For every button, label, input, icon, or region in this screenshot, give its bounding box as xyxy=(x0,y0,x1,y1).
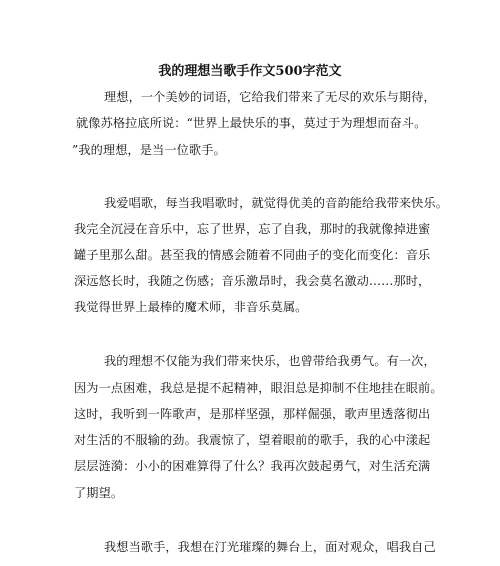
paragraph-3-line-6: 了期望。 xyxy=(74,486,124,500)
paragraph-3-line-4: 对生活的不服输的劲。我震惊了，望着眼前的歌手，我的心中漾起 xyxy=(74,433,431,447)
paragraph-4-line-1: 我想当歌手，我想在汀光璀璨的舞台上，面对观众，唱我自己 xyxy=(104,540,436,554)
paragraph-1-line-3: ”我的理想，是当一位歌手。 xyxy=(72,143,226,157)
paragraph-1-line-1: 理想，一个美妙的词语，它给我们带来了无尽的欢乐与期待， xyxy=(104,90,436,104)
paragraph-3-line-3: 这时，我听到一阵歌声，是那样坚强，那样倔强，歌声里透落彻出 xyxy=(74,407,431,421)
paragraph-3-line-5: 层层涟漪：小小的困难算得了什么？我再次鼓起勇气，对生活充满 xyxy=(74,459,431,473)
paragraph-2-line-3: 罐子里那么甜。甚至我的情感会随着不同曲子的变化而变化：音乐 xyxy=(74,248,431,262)
paragraph-3-line-2: 因为一点困难，我总是提不起精神，眼泪总是抑制不住地挂在眼前。 xyxy=(74,381,443,395)
paragraph-2-line-5: 我觉得世界上最棒的魔术师，非音乐莫属。 xyxy=(74,300,308,314)
paragraph-2-line-2: 我完全沉浸在音乐中，忘了世界，忘了自我，那时的我就像掉进蜜 xyxy=(74,222,431,236)
paragraph-2-line-4: 深远悠长时，我随之伤感；音乐激昂时，我会莫名激动……那时， xyxy=(74,274,431,288)
document-title: 我的理想当歌手作文500字范文 xyxy=(158,64,342,79)
paragraph-2-line-1: 我爱唱歌，每当我唱歌时，就觉得优美的音韵能给我带来快乐。 xyxy=(104,196,449,210)
paragraph-3-line-1: 我的理想不仅能为我们带来快乐，也曾带给我勇气。有一次， xyxy=(104,354,436,368)
paragraph-1-line-2: 就像苏格拉底所说：“世界上最快乐的事，莫过于为理想而奋斗。 xyxy=(76,116,427,130)
